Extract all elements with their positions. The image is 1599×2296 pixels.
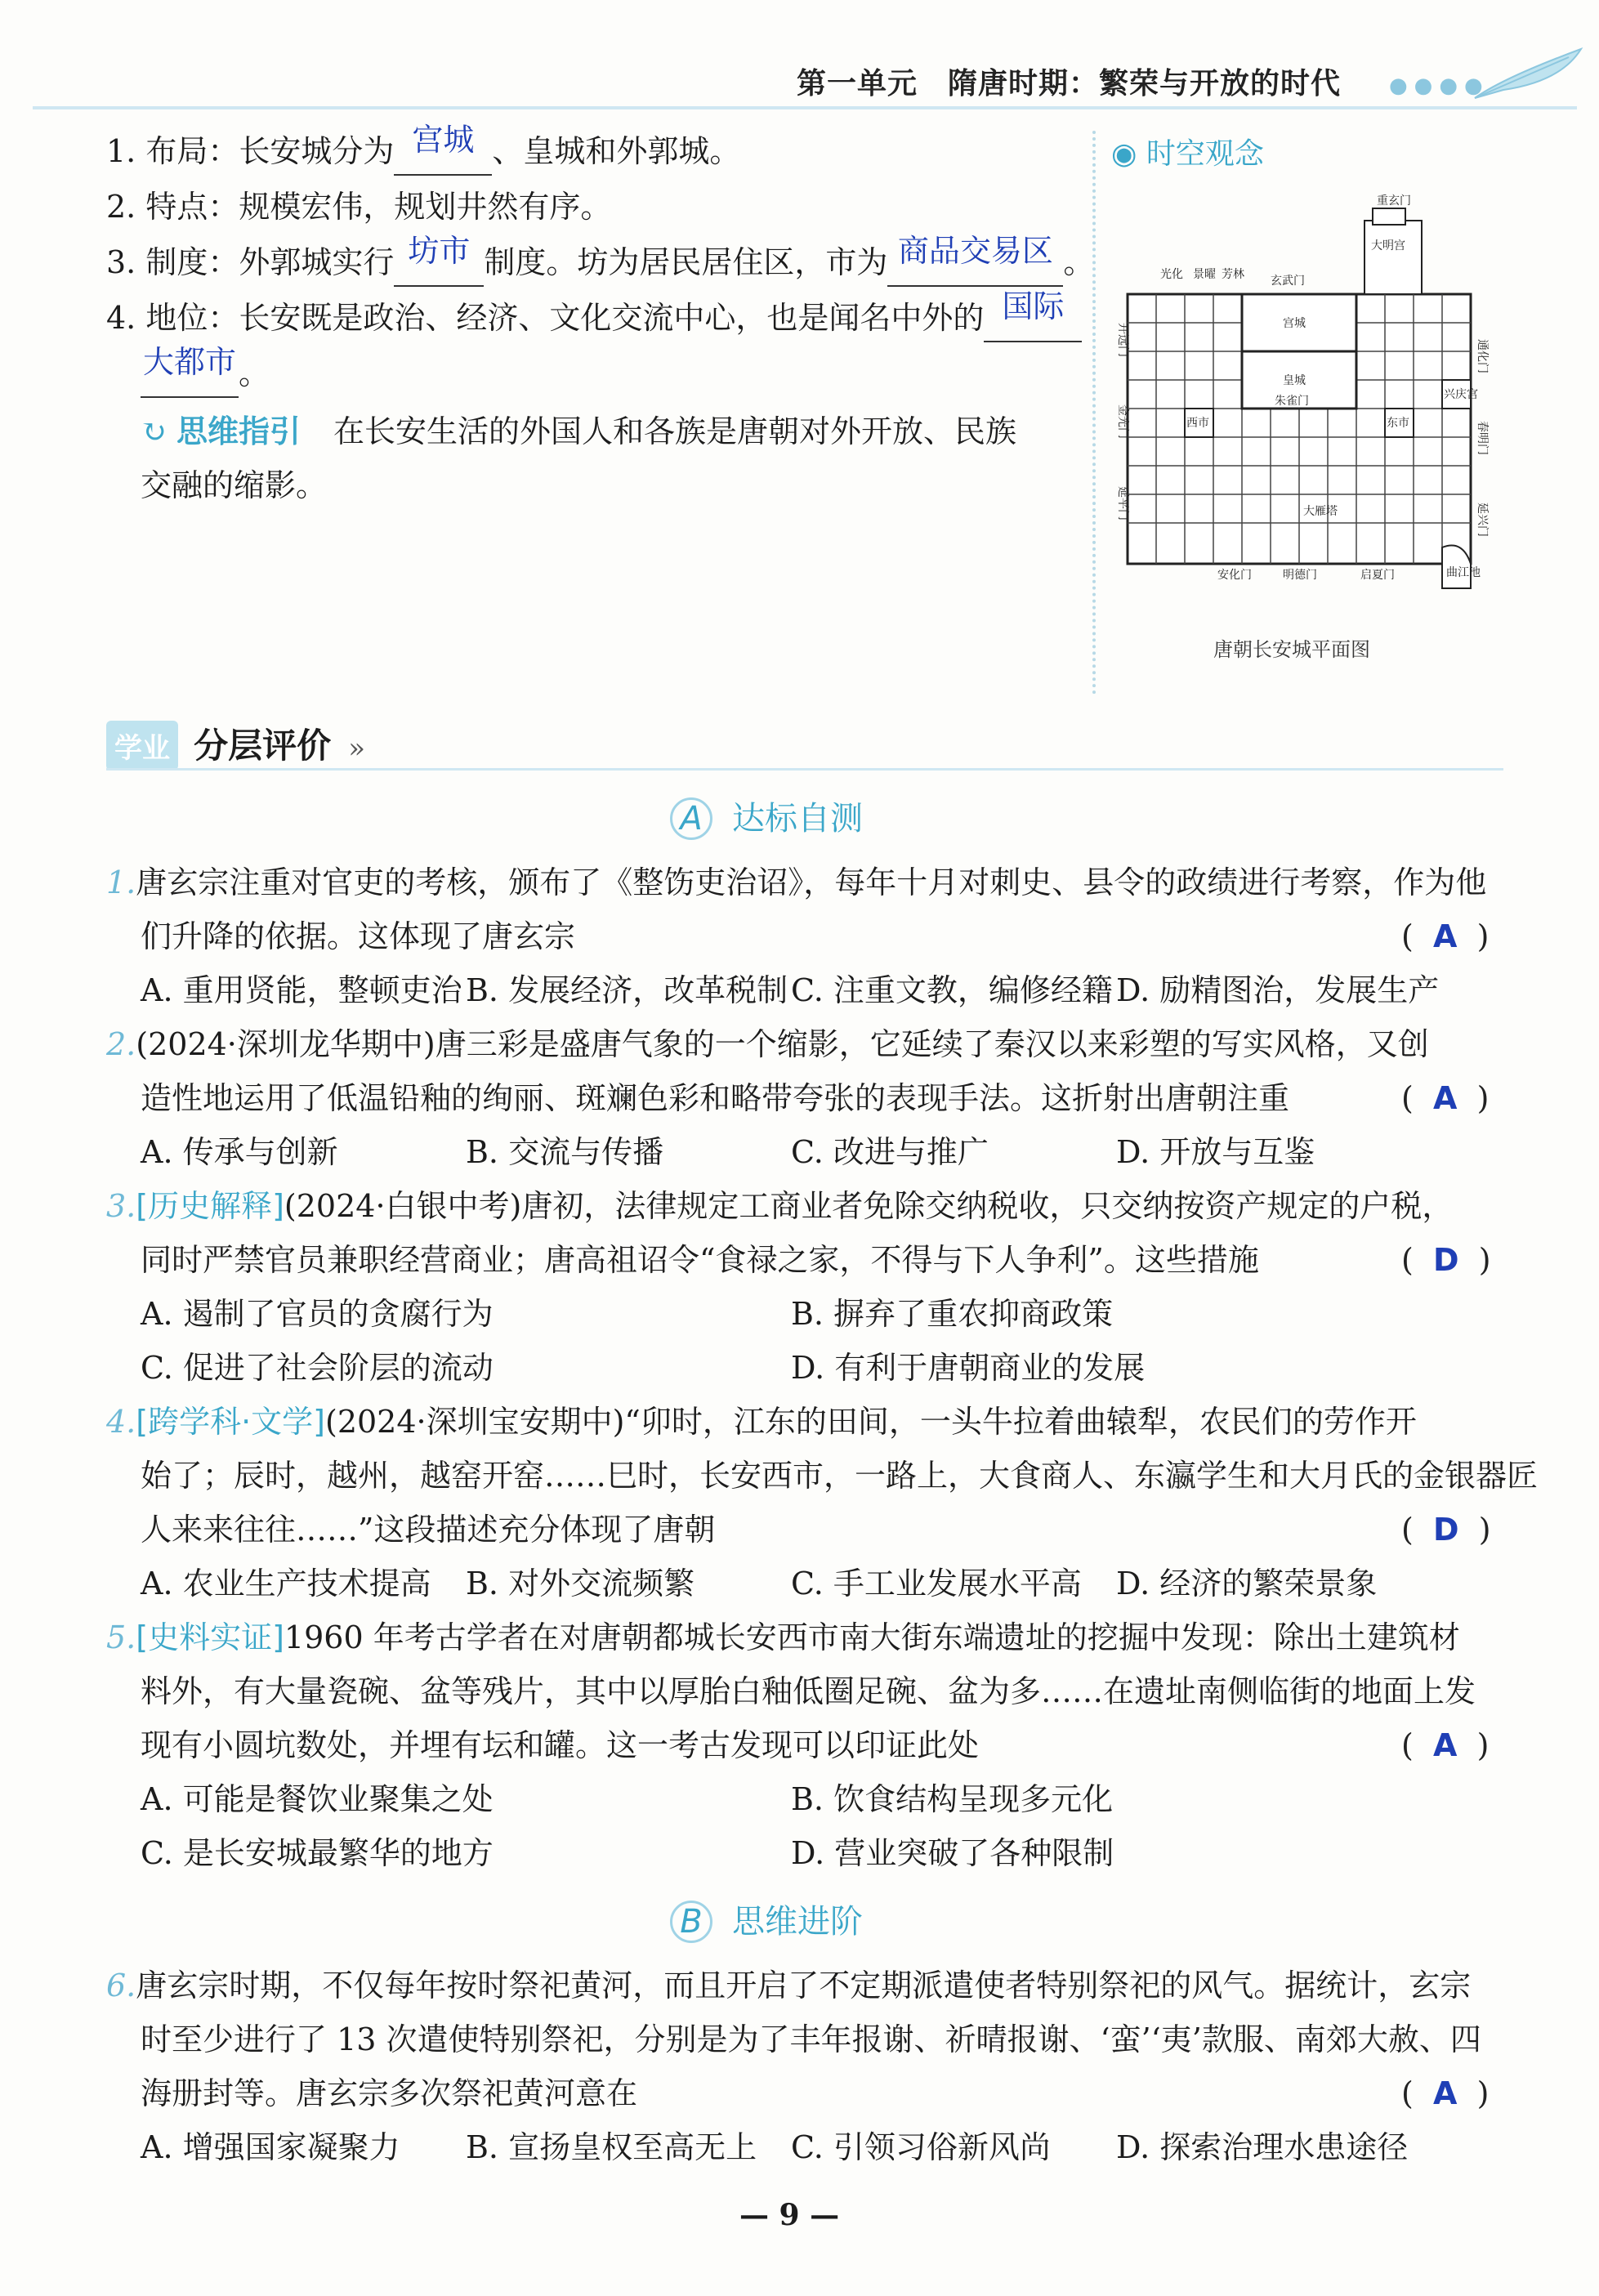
option: C. 是长安城最繁华的地方	[141, 1835, 494, 1871]
option: C. 手工业发展水平高	[791, 1566, 1082, 1601]
answer-1: ( A )	[1401, 918, 1490, 954]
text: 、皇城和外郭城。	[492, 133, 741, 169]
map-label: 大雁塔	[1303, 505, 1338, 518]
question-6-cont: 海册封等。唐玄宗多次祭祀黄河意在	[141, 2075, 638, 2111]
target-icon: ◉	[1111, 137, 1137, 171]
question-6: 6.唐玄宗时期，不仅每年按时祭祀黄河，而且开启了不定期派遣使者特别祭祀的风气。据统计，玄宗	[106, 1968, 1472, 2003]
question-3: 3.[历史解释](2024·白银中考)唐初，法律规定工商业者免除交纳税收，只交纳按资产规定的户税，	[106, 1188, 1454, 1224]
map-label: 西市	[1186, 417, 1209, 430]
option: C. 引领习俗新风尚	[791, 2129, 1051, 2165]
refresh-icon: ↻	[141, 413, 167, 449]
map-label: 金光门	[1116, 404, 1129, 439]
section-rule	[106, 768, 1503, 771]
answer-blank: 坊市	[394, 239, 484, 287]
level-a-heading: A 达标自测	[670, 793, 863, 840]
map-label: 延平门	[1116, 486, 1129, 520]
map-label: 玄武门	[1271, 275, 1305, 288]
header-rule	[33, 106, 1577, 109]
feather-icon	[1471, 45, 1585, 102]
section-brand: 学业	[106, 721, 178, 771]
section-header	[106, 719, 365, 768]
map-label: 安化门	[1217, 569, 1252, 582]
knowledge-item-2: 2. 特点：规模宏伟，规划井然有序。	[106, 189, 612, 225]
option: D. 营业突破了各种限制	[791, 1835, 1114, 1871]
text: 1. 布局：长安城分为	[106, 133, 395, 169]
map-label: 启夏门	[1360, 569, 1395, 582]
header-dots-decoration: ●●●●	[1389, 74, 1490, 98]
map-label: 曲江池	[1446, 566, 1481, 579]
map-caption: 唐朝长安城平面图	[1213, 638, 1370, 661]
question-1-cont: 们升降的依据。这体现了唐玄宗	[141, 918, 576, 954]
question-4: 4.[跨学科·文学](2024·深圳宝安期中)“卯时，江东的田间，一头牛拉着曲辕犁，农民们的劳作开	[106, 1404, 1417, 1440]
unit-title: 第一单元 隋唐时期：繁荣与开放的时代	[797, 67, 1342, 101]
answer-3: ( D )	[1401, 1242, 1491, 1278]
question-2: 2.(2024·深圳龙华期中)唐三彩是盛唐气象的一个缩影，它延续了秦汉以来彩塑的写实风格，又创	[106, 1026, 1429, 1062]
tip-text-cont: 交融的缩影。	[141, 467, 328, 503]
question-4-cont: 人来来往往……”这段描述充分体现了唐朝	[141, 1512, 716, 1548]
question-6-cont: 时至少进行了 13 次遣使特别祭祀，分别是为了丰年报谢、祈晴报谢、‘蛮’‘夷’款服、南郊大赦、四	[141, 2021, 1481, 2057]
option: D. 探索治理水患途径	[1116, 2129, 1409, 2165]
question-5-cont: 现有小圆坑数处，并埋有坛和罐。这一考古发现可以印证此处	[141, 1727, 980, 1763]
knowledge-item-1	[106, 122, 741, 176]
map-label: 通化门	[1476, 339, 1489, 373]
map-label: 宫城	[1283, 317, 1306, 330]
sidebar-divider	[1092, 131, 1096, 695]
option: D. 经济的繁荣景象	[1116, 1566, 1378, 1601]
option: B. 发展经济，改革税制	[466, 972, 788, 1008]
option: B. 交流与传播	[466, 1134, 664, 1170]
answer-6: ( A )	[1401, 2075, 1490, 2111]
page-number: — 9 —	[739, 2198, 840, 2232]
map-label: 皇城	[1283, 374, 1306, 387]
option: B. 对外交流频繁	[466, 1566, 695, 1601]
tip-label: 思维指引	[176, 413, 301, 449]
answer-5: ( A )	[1401, 1727, 1490, 1763]
map-label: 芳林	[1222, 268, 1244, 281]
answer-blank: 国际	[984, 295, 1082, 342]
question-1: 1.唐玄宗注重对官吏的考核，颁布了《整饬吏治诏》，每年十月对刺史、县令的政绩进行考察，作为他	[106, 864, 1487, 900]
knowledge-item-4: 4. 地位：长安既是政治、经济、文化交流中心，也是闻名中外的 国际	[106, 295, 1082, 342]
section-title: 分层评价	[194, 726, 332, 766]
answer-blank: 大都市	[141, 351, 239, 398]
option: A. 增强国家凝聚力	[141, 2129, 400, 2165]
thinking-tip	[141, 409, 1016, 454]
sidebar-title: ◉ 时空观念	[1111, 137, 1264, 171]
knowledge-item-4-cont: 大都市。	[141, 351, 270, 398]
map-label: 光化	[1160, 268, 1183, 281]
question-2-cont: 造性地运用了低温铅釉的绚丽、斑斓色彩和略带夸张的表现手法。这折射出唐朝注重	[141, 1080, 1290, 1116]
option: A. 遏制了官员的贪腐行为	[141, 1296, 494, 1332]
option: A. 传承与创新	[141, 1134, 338, 1170]
map-label: 明德门	[1283, 569, 1317, 582]
option: B. 宣扬皇权至高无上	[466, 2129, 757, 2165]
answer-blank: 宫城	[394, 128, 492, 176]
option: A. 农业生产技术提高	[141, 1566, 431, 1601]
map-label: 大明宫	[1371, 239, 1405, 252]
question-3-cont: 同时严禁官员兼职经营商业；唐高祖诏令“食禄之家，不得与下人争利”。这些措施	[141, 1242, 1259, 1278]
option: B. 摒弃了重农抑商政策	[791, 1296, 1114, 1332]
map-label: 延兴门	[1476, 503, 1489, 537]
question-5-cont: 料外，有大量瓷碗、盆等残片，其中以厚胎白釉低圈足碗、盆为多……在遗址南侧临街的地面上发	[141, 1673, 1476, 1709]
tip-text: 在长安生活的外国人和各族是唐朝对外开放、民族	[333, 413, 1017, 449]
option: B. 饮食结构呈现多元化	[791, 1781, 1114, 1817]
changan-map	[1116, 188, 1512, 621]
map-label: 春明门	[1476, 421, 1489, 455]
option: C. 促进了社会阶层的流动	[141, 1350, 494, 1386]
map-label: 景曜	[1193, 268, 1216, 281]
knowledge-item-3: 3. 制度：外郭城实行 坊市 制度。坊为居民居住区，市为 商品交易区 。	[106, 239, 1094, 287]
option: A. 重用贤能，整顿吏治	[141, 972, 462, 1008]
option: D. 励精图治，发展生产	[1116, 972, 1440, 1008]
option: C. 改进与推广	[791, 1134, 989, 1170]
map-label: 重玄门	[1377, 194, 1411, 208]
level-b-heading: B 思维进阶	[670, 1896, 863, 1943]
map-label: 东市	[1387, 417, 1409, 430]
answer-4: ( D )	[1401, 1512, 1491, 1548]
answer-2: ( A )	[1401, 1080, 1490, 1116]
section-arrows: »	[348, 732, 366, 765]
map-label: 开远门	[1116, 323, 1129, 357]
option: D. 有利于唐朝商业的发展	[791, 1350, 1146, 1386]
option: C. 注重文教，编修经籍	[791, 972, 1113, 1008]
question-4-cont: 始了；辰时，越州，越窑开窑……巳时，长安西市，一路上，大食商人、东瀛学生和大月氏的金银器匠	[141, 1458, 1539, 1494]
option: D. 开放与互鉴	[1116, 1134, 1315, 1170]
map-label: 朱雀门	[1275, 395, 1309, 408]
question-5: 5.[史料实证]1960 年考古学者在对唐朝都城长安西市南大街东端遗址的挖掘中发现：除出土建筑材	[106, 1619, 1460, 1655]
option: A. 可能是餐饮业聚集之处	[141, 1781, 494, 1817]
answer-blank: 商品交易区	[887, 239, 1063, 287]
map-label: 兴庆宫	[1444, 388, 1478, 401]
